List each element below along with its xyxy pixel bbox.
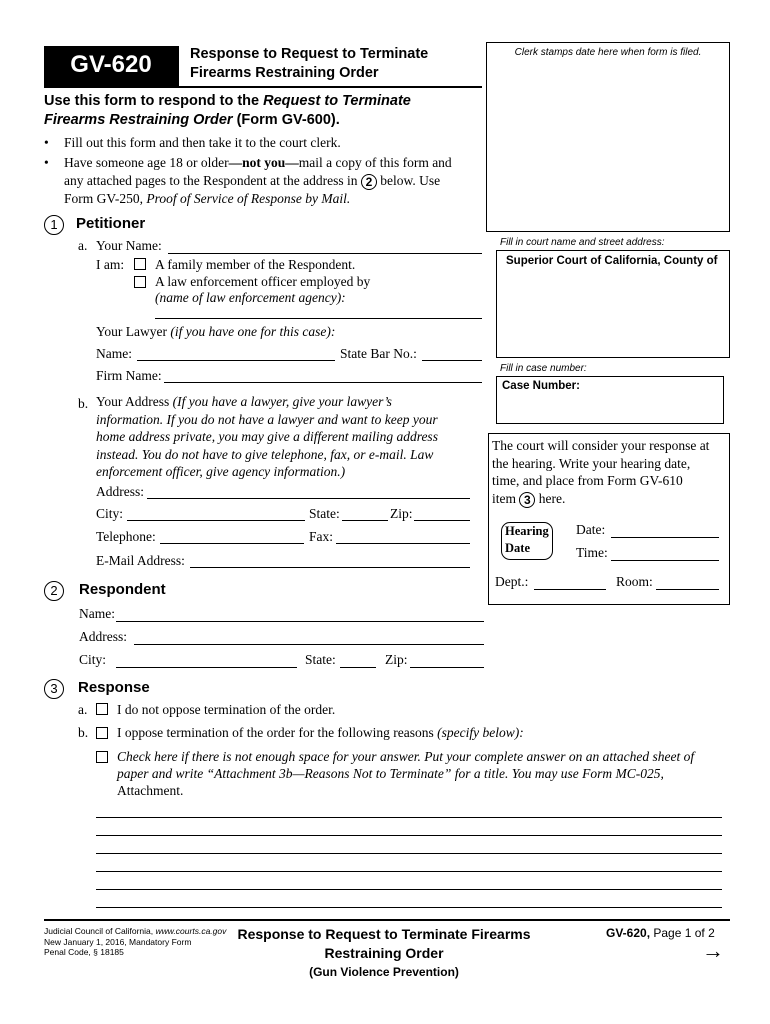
firm-name-label: Firm Name: <box>96 368 162 383</box>
reason-line-6[interactable] <box>96 907 722 908</box>
hearing-dept-label: Dept.: <box>495 574 529 589</box>
item-b-label: b. <box>78 396 89 411</box>
fax-label: Fax: <box>309 529 334 544</box>
section-number-1: 1 <box>44 215 64 235</box>
telephone-label: Telephone: <box>96 529 156 544</box>
reason-line-3[interactable] <box>96 853 722 854</box>
family-member-label: A family member of the Respondent. <box>155 257 356 272</box>
court-name: Superior Court of California, County of <box>506 255 718 267</box>
petitioner-address-field[interactable] <box>147 498 470 499</box>
case-number-box[interactable] <box>496 376 724 424</box>
form-code-badge <box>44 46 178 86</box>
response-a-label: a. <box>78 702 88 717</box>
email-field[interactable] <box>190 567 470 568</box>
form-code: GV-620 <box>70 51 152 78</box>
hearing-dept-field[interactable] <box>534 589 606 590</box>
court-name-hint: Fill in court name and street address: <box>500 237 665 248</box>
clerk-stamp-box <box>486 42 730 232</box>
case-number-label: Case Number: <box>502 380 580 392</box>
lawyer-name-label: Name: <box>96 346 132 361</box>
hearing-room-field[interactable] <box>656 589 719 590</box>
response-b-label: b. <box>78 725 89 740</box>
respondent-zip-label: Zip: <box>385 652 408 667</box>
telephone-field[interactable] <box>160 543 304 544</box>
section-title-response: Response <box>78 679 150 696</box>
ref-circle-2: 2 <box>361 174 377 190</box>
next-page-arrow-icon: → <box>702 938 724 963</box>
law-officer-checkbox[interactable] <box>134 276 146 288</box>
oppose-checkbox[interactable] <box>96 727 108 739</box>
hearing-date-stamp: Hearing Date <box>501 522 553 560</box>
footer-page-number: GV-620, Page 1 of 2 <box>606 926 715 940</box>
petitioner-state-label: State: <box>309 506 340 521</box>
reason-line-4[interactable] <box>96 871 722 872</box>
respondent-state-field[interactable] <box>340 667 376 668</box>
item-a-label: a. <box>78 238 88 253</box>
respondent-name-field[interactable] <box>116 621 484 622</box>
email-label: E-Mail Address: <box>96 553 185 568</box>
petitioner-zip-label: Zip: <box>390 506 413 521</box>
reason-line-1[interactable] <box>96 817 722 818</box>
respondent-city-field[interactable] <box>116 667 297 668</box>
section-number-3: 3 <box>44 679 64 699</box>
respondent-name-label: Name: <box>79 606 115 621</box>
petitioner-city-label: City: <box>96 506 124 521</box>
hearing-room-label: Room: <box>616 574 653 589</box>
firm-name-field[interactable] <box>164 382 482 383</box>
intro-bullet-2: • Have someone age 18 or older—not you—mail a copy of this form and any attached pages to the Respondent at the address in 2 below. Use Form GV-250, Proof of Service of Response by Mail. <box>44 155 452 206</box>
respondent-address-label: Address: <box>79 629 127 644</box>
header-rule <box>44 86 482 88</box>
reason-line-5[interactable] <box>96 889 722 890</box>
form-title <box>190 45 428 83</box>
form-title-line2: Firearms Restraining Order <box>190 65 379 81</box>
ref-circle-3: 3 <box>519 492 535 508</box>
hearing-time-field[interactable] <box>611 560 719 561</box>
intro-heading: Use this form to respond to the Request to Terminate Firearms Restraining Order (Form GV-600). <box>44 93 411 128</box>
hearing-instructions: The court will consider your response at the hearing. Write your hearing date, time, and place from Form GV-610 item 3 here. <box>492 438 710 507</box>
oppose-label: I oppose termination of the order for the following reasons (specify below): <box>117 725 524 740</box>
section-title-respondent: Respondent <box>79 581 166 598</box>
footer-rule <box>44 919 730 921</box>
header-divider <box>178 46 179 86</box>
intro-bullet-1: • Fill out this form and then take it to the court clerk. <box>44 135 341 150</box>
lawyer-name-field[interactable] <box>137 360 335 361</box>
form-title-line1: Response to Request to Terminate <box>190 46 429 62</box>
state-bar-label: State Bar No.: <box>340 346 417 361</box>
law-officer-label: A law enforcement officer employed by <box>155 274 371 289</box>
hearing-time-label: Time: <box>576 545 608 560</box>
section-title-petitioner: Petitioner <box>76 215 146 232</box>
no-opposition-checkbox[interactable] <box>96 703 108 715</box>
footer-left: Judicial Council of California, www.courts.ca.gov New January 1, 2016, Mandatory Form Penal Code, § 18185 <box>44 926 227 957</box>
reason-line-2[interactable] <box>96 835 722 836</box>
more-space-checkbox[interactable] <box>96 751 108 763</box>
section-number-2: 2 <box>44 581 64 601</box>
your-name-field[interactable] <box>168 253 482 254</box>
agency-name-field[interactable] <box>155 318 482 319</box>
more-space-instructions: Check here if there is not enough space for your answer. Put your complete answer on an attached sheet of paper and write “Attachment 3b—Reasons Not to Terminate” for a title. You may use Form MC-025, Attachment. <box>117 749 695 798</box>
hearing-date-field[interactable] <box>611 537 719 538</box>
your-lawyer-label: Your Lawyer (if you have one for this case): <box>96 324 336 339</box>
respondent-zip-field[interactable] <box>410 667 484 668</box>
petitioner-address-label: Address: <box>96 484 144 499</box>
petitioner-state-field[interactable] <box>342 520 388 521</box>
state-bar-field[interactable] <box>422 360 482 361</box>
petitioner-city-field[interactable] <box>127 520 305 521</box>
case-number-hint: Fill in case number: <box>500 363 587 374</box>
respondent-address-field[interactable] <box>134 644 484 645</box>
footer-title: Response to Request to Terminate Firearms Restraining Order (Gun Violence Prevention) <box>237 926 531 979</box>
clerk-stamp-label: Clerk stamps date here when form is filed. <box>514 47 702 58</box>
respondent-state-label: State: <box>305 652 336 667</box>
your-name-label: Your Name: <box>96 238 162 253</box>
court-name-box[interactable] <box>496 250 730 358</box>
hearing-date-label: Date: <box>576 522 606 537</box>
no-opposition-label: I do not oppose termination of the order. <box>117 702 336 717</box>
your-address-instructions: Your Address (If you have a lawyer, give your lawyer’s information. If you do not have a lawyer and want to keep your home address private, you may give a different mailing address instead. You do not have to give telephone, fax, or e-mail. Law enforcement officer, give agency information.) <box>96 394 438 479</box>
respondent-city-label: City: <box>79 652 107 667</box>
petitioner-zip-field[interactable] <box>414 520 470 521</box>
i-am-label: I am: <box>96 257 125 272</box>
agency-name-note: (name of law enforcement agency): <box>155 290 346 305</box>
fax-field[interactable] <box>336 543 470 544</box>
family-member-checkbox[interactable] <box>134 258 146 270</box>
